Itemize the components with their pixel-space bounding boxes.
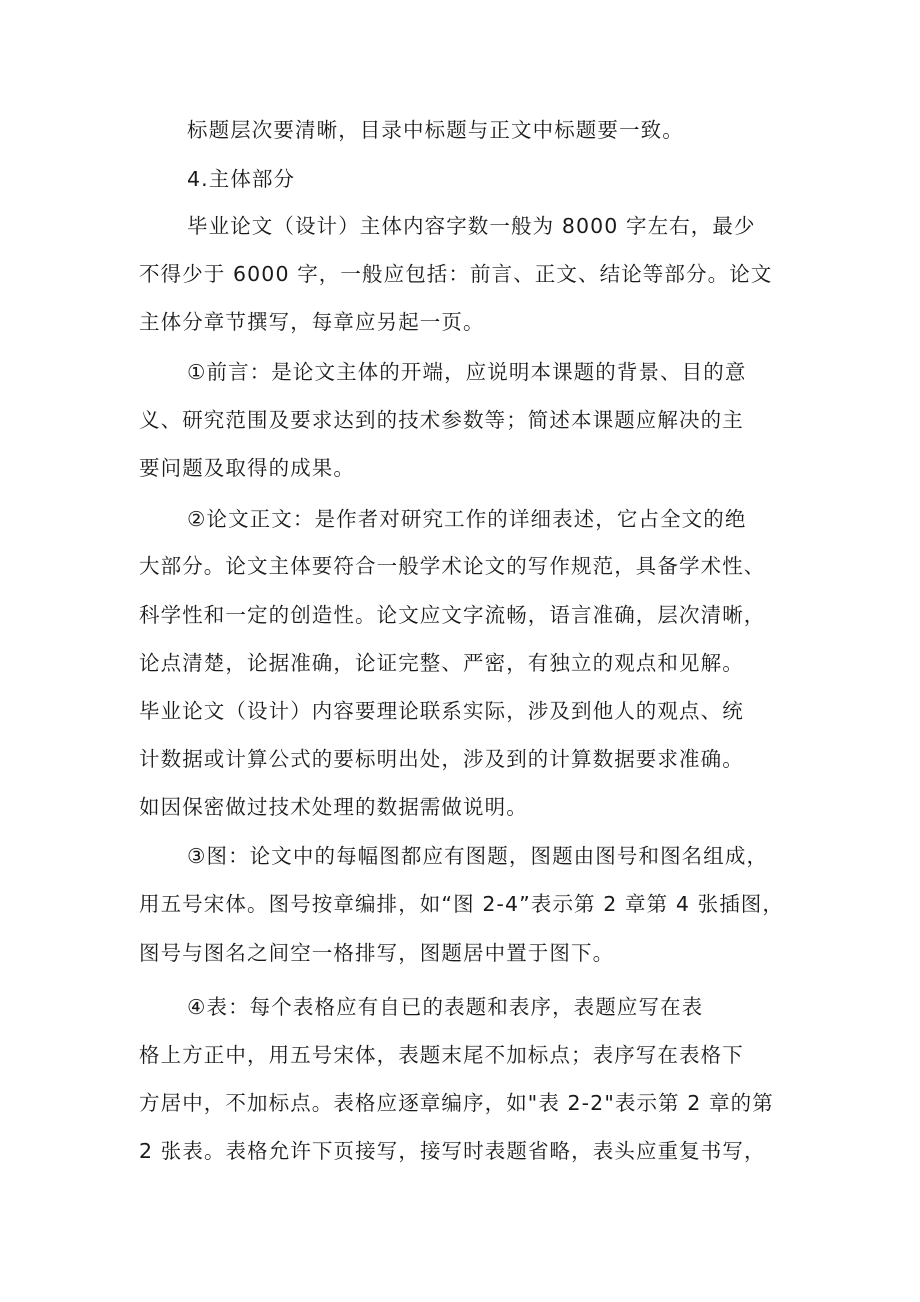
text-line: 格上方正中，用五号宋体，表题末尾不加标点；表序写在表格下 xyxy=(139,1043,744,1067)
text-line: 要问题及取得的成果。 xyxy=(139,456,355,480)
text-line: 标题层次要清晰，目录中标题与正文中标题要一致。 xyxy=(187,118,684,142)
text-line: ④表：每个表格应有自已的表题和表序，表题应写在表 xyxy=(187,995,704,1019)
text-line: 毕业论文（设计）主体内容字数一般为 8000 字左右，最少 xyxy=(187,214,756,238)
text-line: 用五号宋体。图号按章编排，如“图 2-4”表示第 2 章第 4 张插图， xyxy=(139,892,784,916)
text-line: 方居中，不加标点。表格应逐章编序，如"表 2-2"表示第 2 章的第 xyxy=(139,1091,774,1115)
text-line: ②论文正文：是作者对研究工作的详细表述，它占全文的绝 xyxy=(187,507,747,531)
text-line: 科学性和一定的创造性。论文应文字流畅，语言准确，层次清晰， xyxy=(139,603,766,627)
text-line: 论点清楚，论据准确，论证完整、严密，有独立的观点和见解。 xyxy=(139,651,744,675)
text-line: 义、研究范围及要求达到的技术参数等；简述本课题应解决的主 xyxy=(139,408,744,432)
text-line: 主体分章节撰写，每章应另起一页。 xyxy=(139,310,485,334)
text-line: 计数据或计算公式的要标明出处，涉及到的计算数据要求准确。 xyxy=(139,747,744,771)
text-line: ③图：论文中的每幅图都应有图题，图题由图号和图名组成， xyxy=(187,844,769,868)
text-line: 毕业论文（设计）内容要理论联系实际，涉及到他人的观点、统 xyxy=(139,699,744,723)
text-line: 2 张表。表格允许下页接写，接写时表题省略，表头应重复书写， xyxy=(139,1139,766,1163)
text-line: ①前言：是论文主体的开端，应说明本课题的背景、目的意 xyxy=(187,360,747,384)
text-line: 不得少于 6000 字，一般应包括：前言、正文、结论等部分。论文 xyxy=(139,262,773,286)
text-line: 图号与图名之间空一格排写，图题居中置于图下。 xyxy=(139,941,615,965)
section-heading: 4.主体部分 xyxy=(187,167,296,191)
text-line: 大部分。论文主体要符合一般学术论文的写作规范，具备学术性、 xyxy=(139,554,766,578)
text-line: 如因保密做过技术处理的数据需做说明。 xyxy=(139,795,528,819)
